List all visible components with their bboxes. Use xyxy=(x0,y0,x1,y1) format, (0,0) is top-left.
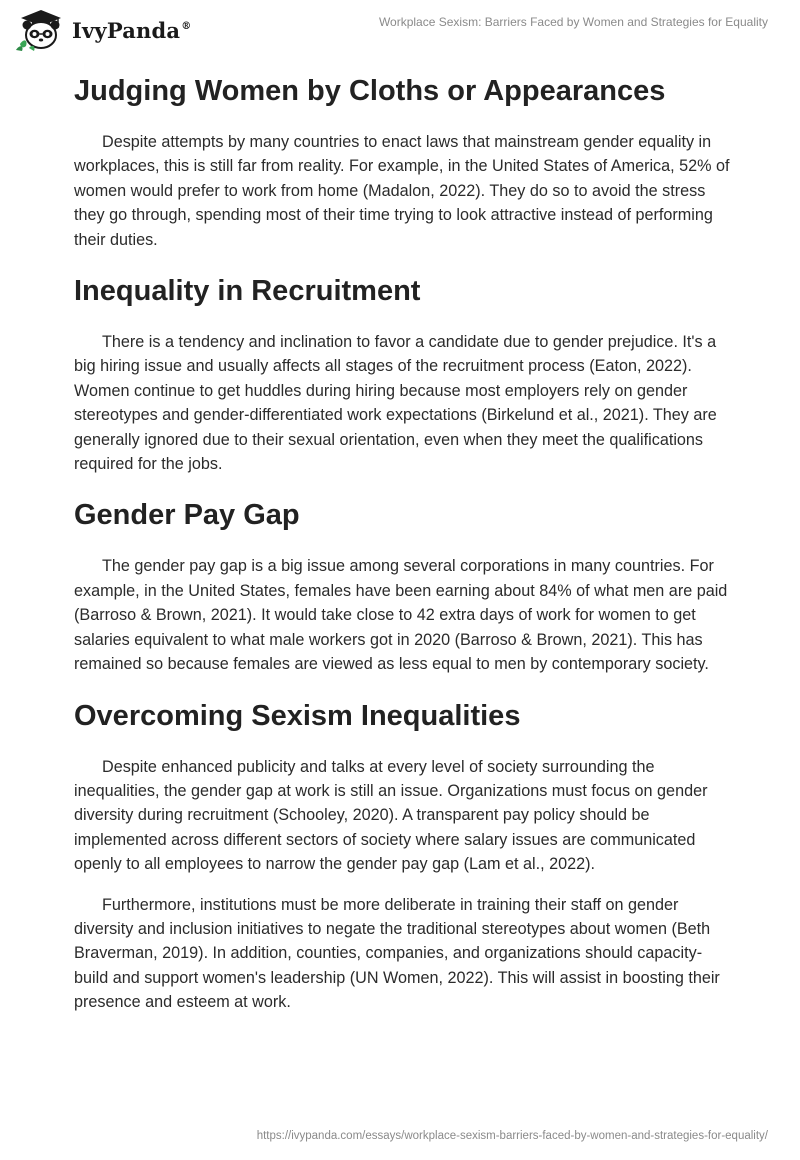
panda-logo-icon xyxy=(14,8,68,52)
page-header xyxy=(0,0,800,60)
paragraph: The gender pay gap is a big issue among several corporations in many countries. For example, in the United States, females have been earning about 84% of what men are paid (Barroso & Brown, 2021). It would take close to 42 extra days of work for women to get salaries equivalent to what male workers got in 2020 (Barroso & Brown, 2021). This has remained so because females are viewed as less equal to men by contemporary society. xyxy=(74,557,728,674)
section-recruitment xyxy=(74,268,734,476)
essay-content xyxy=(74,68,734,1031)
logo[interactable] xyxy=(14,8,191,52)
paragraph: There is a tendency and inclination to favor a candidate due to gender prejudice. It's a big hiring issue and usually affects all stages of the recruitment process (Eaton, 2022). Women continue to get huddles during hiring because most employers rely on gender stereotypes and gender-differentiated work expectations (Birkelund et al., 2021). They are generally ignored due to their sexual orientation, even when they meet the qualifications required for the jobs. xyxy=(74,333,717,474)
paragraph: Despite enhanced publicity and talks at every level of society surrounding the inequalities, the gender gap at work is still an issue. Organizations must focus on gender diversity during recruitment (Schooley, 2020). A transparent pay policy should be implemented across different sectors of society where salary issues are communicated openly to all employees to narrow the gender pay gap (Lam et al., 2022). xyxy=(74,757,708,874)
section-appearances xyxy=(74,68,734,252)
section-overcoming xyxy=(74,693,734,1015)
paragraph: Despite attempts by many countries to enact laws that mainstream gender equality in workplaces, this is still far from reality. For example, in the United States of America, 52% of women would prefer to work from home (Madalon, 2022). They do so to avoid the stress they go through, spending most of their time trying to look attractive instead of performing their duties. xyxy=(74,133,730,249)
section-heading: Gender Pay Gap xyxy=(74,499,300,532)
section-pay-gap xyxy=(74,492,734,676)
section-heading: Overcoming Sexism Inequalities xyxy=(74,699,521,732)
source-url[interactable]: https://ivypanda.com/essays/workplace-sexism-barriers-faced-by-women-and-strategies-for-equality/ xyxy=(256,1130,768,1142)
section-heading: Judging Women by Cloths or Appearances xyxy=(74,75,666,107)
paragraph: Furthermore, institutions must be more deliberate in training their staff on gender diversity and inclusion initiatives to negate the traditional stereotypes about women (Beth Braverman, 2019). In addition, counties, companies, and organizations should capacity-build and support women's leadership (UN Women, 2022). This will assist in boosting their presence and esteem at work. xyxy=(74,895,720,1012)
section-heading: Inequality in Recruitment xyxy=(74,275,421,308)
document-title: Workplace Sexism: Barriers Faced by Women and Strategies for Equality xyxy=(378,15,768,29)
brand-name: IvyPanda® xyxy=(72,17,192,43)
